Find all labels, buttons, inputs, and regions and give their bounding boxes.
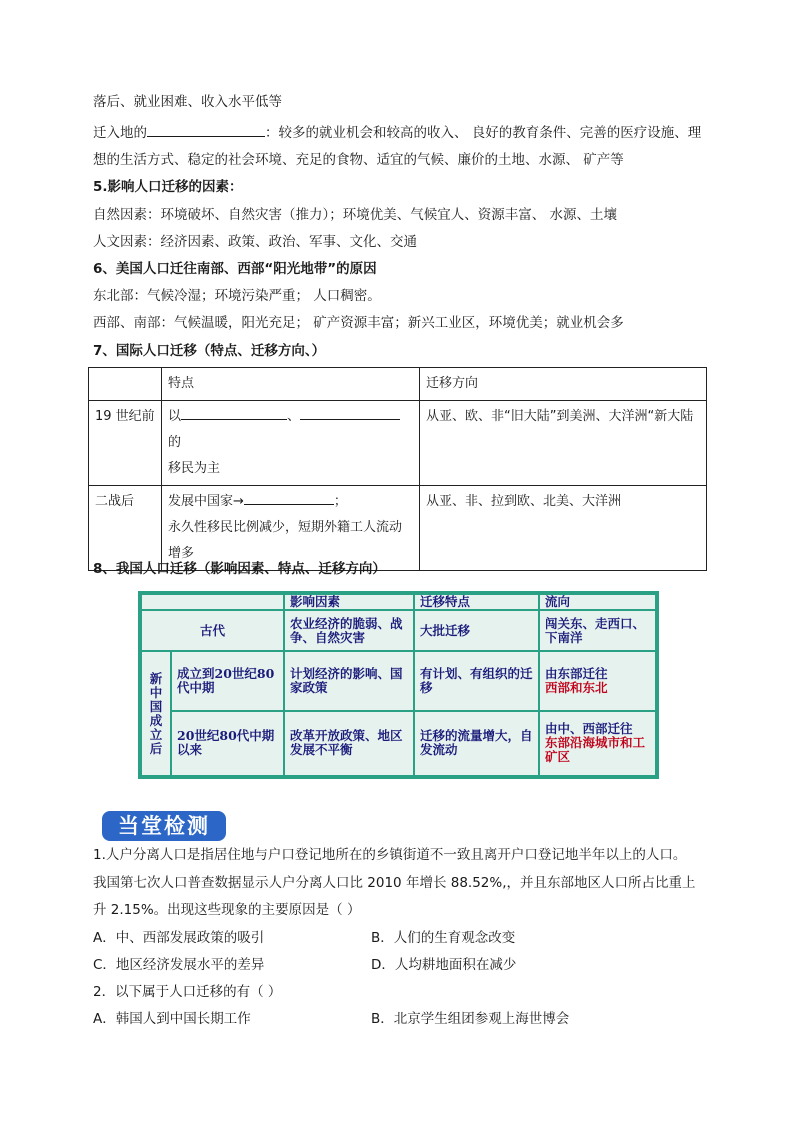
answer-blank[interactable] <box>300 406 400 420</box>
china-migration-table <box>140 593 657 777</box>
section-heading: 6、美国人口迁往南部、西部“阳光地带”的原因 <box>93 261 377 277</box>
table-cell <box>89 368 162 401</box>
text-segment: 、 <box>287 409 301 424</box>
text-line: 自然因素：环境破坏、自然灾害（推力）；环境优美、气候宜人、资源丰富、 水源、土壤 <box>93 207 618 223</box>
answer-blank[interactable] <box>147 123 265 137</box>
text-segment: 发展中国家→ <box>168 494 244 509</box>
section-heading: 8、我国人口迁移（影响因素、特点、迁移方向） <box>93 561 386 577</box>
text-segment: 迁入地的 <box>93 125 147 141</box>
answer-option[interactable]: A．中、西部发展政策的吸引 <box>93 930 265 946</box>
table-cell: 大批迁移 <box>414 610 539 651</box>
table-cell: 有计划、有组织的迁移 <box>414 651 539 710</box>
text-segment: 以 <box>168 409 182 424</box>
answer-option[interactable]: B．北京学生组团参观上海世博会 <box>371 1011 570 1027</box>
table-cell: 20世纪80代中期以来 <box>171 711 284 776</box>
table-cell: 闯关东、走西口、下南洋 <box>539 610 656 651</box>
text-segment: 移民为主 <box>168 461 221 476</box>
answer-blank[interactable] <box>244 491 334 505</box>
text-segment: ； <box>333 494 347 509</box>
question-text: 升 2.15%。出现这些现象的主要原因是（ ） <box>93 902 361 918</box>
table-header: 迁移方向 <box>420 368 707 401</box>
table-cell <box>141 594 284 610</box>
table-cell: 从亚、欧、非“旧大陆”到美洲、大洋洲“新大陆 <box>420 401 707 486</box>
table-cell: 古代 <box>141 610 284 651</box>
text-segment: ：较多的就业机会和较高的收入、 良好的教育条件、完善的医疗设施、理 <box>265 125 702 141</box>
text-line: 西部、南部：气候温暖，阳光充足； 矿产资源丰富；新兴工业区，环境优美；就业机会多 <box>93 315 624 331</box>
question-text: 我国第七次人口普查数据显示人户分离人口比 2010 年增长 88.52%,，并且东部地区人口所占比重上 <box>93 875 696 891</box>
table-cell: 成立到20世纪80代中期 <box>171 651 284 710</box>
text-segment: 西部和东北 <box>544 679 608 695</box>
table-header: 流向 <box>539 594 656 610</box>
section-heading: 7、国际人口迁移（特点、迁移方向、） <box>93 343 326 359</box>
table-cell <box>162 486 420 571</box>
text-segment: 由东部迁往 <box>544 665 608 681</box>
table-cell: 改革开放政策、地区发展不平衡 <box>284 711 414 776</box>
text-line: 人文因素：经济因素、政策、政治、军事、文化、交通 <box>93 234 417 250</box>
table-cell: 农业经济的脆弱、战争、自然灾害 <box>284 610 414 651</box>
section-banner: 当堂检测 <box>102 811 226 841</box>
table-cell: 二战后 <box>89 486 162 571</box>
text-line: 东北部：气候冷湿；环境污染严重； 人口稠密。 <box>93 288 381 304</box>
text-segment: 东部沿海城市和工矿区 <box>544 735 645 765</box>
table-cell: 迁移的流量增大，自发流动 <box>414 711 539 776</box>
table-header: 迁移特点 <box>414 594 539 610</box>
text-line <box>93 123 701 142</box>
table-cell <box>162 401 420 486</box>
question-text: 2．以下属于人口迁移的有（ ） <box>93 984 282 1000</box>
text-segment: 永久性移民比例减少，短期外籍工人流动增多 <box>168 520 403 561</box>
answer-option[interactable]: C．地区经济发展水平的差异 <box>93 957 265 973</box>
table-header: 影响因素 <box>284 594 414 610</box>
table-cell: 19 世纪前 <box>89 401 162 486</box>
answer-option[interactable]: D．人均耕地面积在减少 <box>371 957 517 973</box>
question-text: 1.人户分离人口是指居住地与户口登记地所在的乡镇街道不一致且离开户口登记地半年以上的人口。 <box>93 847 687 863</box>
table-cell: 新中国成立后 <box>141 651 171 776</box>
text-line: 想的生活方式、稳定的社会环境、充足的食物、适宜的气候、廉价的土地、水源、 矿产等 <box>93 152 624 168</box>
answer-option[interactable]: A．韩国人到中国长期工作 <box>93 1011 251 1027</box>
text-segment: 的 <box>168 435 182 450</box>
answer-option[interactable]: B．人们的生育观念改变 <box>371 930 516 946</box>
table-cell: 从亚、非、拉到欧、北美、大洋洲 <box>420 486 707 571</box>
china-migration-table-image <box>138 591 659 779</box>
text-segment: 由中、西部迁往 <box>544 721 633 737</box>
table-cell: 计划经济的影响、国家政策 <box>284 651 414 710</box>
section-heading: 5.影响人口迁移的因素： <box>93 179 243 195</box>
international-migration-table <box>88 367 707 571</box>
text-line: 落后、就业困难、收入水平低等 <box>93 94 282 110</box>
table-header: 特点 <box>162 368 420 401</box>
table-cell <box>539 711 656 776</box>
table-cell <box>539 651 656 710</box>
answer-blank[interactable] <box>181 406 287 420</box>
